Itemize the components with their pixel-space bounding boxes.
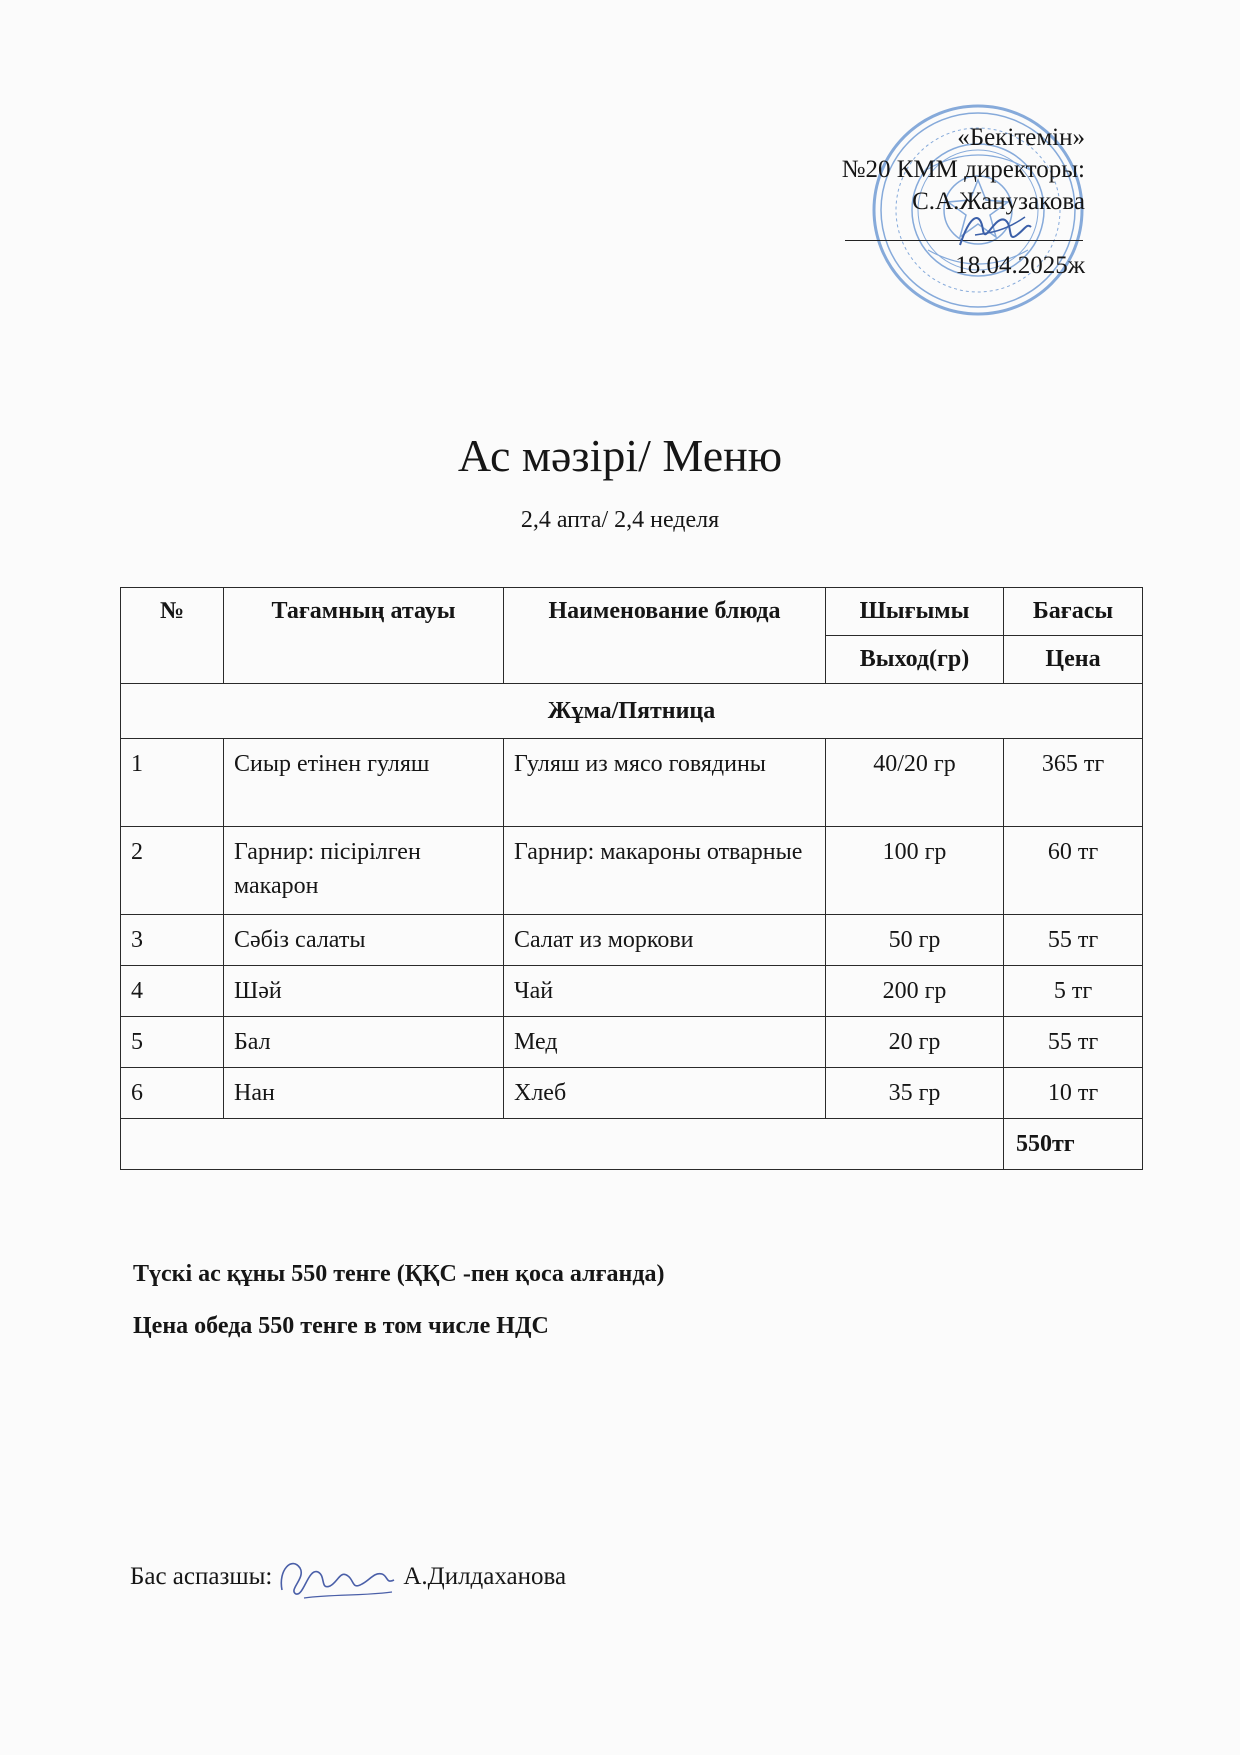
page-title: Ас мәзірі/ Меню [457, 430, 783, 481]
total-empty-cell [121, 1119, 1004, 1170]
cell-price: 10 тг [1004, 1068, 1143, 1119]
approval-date: 18.04.2025ж [955, 252, 1085, 279]
note-ru: Цена обеда 550 тенге в том числе НДС [133, 1313, 549, 1339]
cell-yield: 200 гр [826, 966, 1004, 1017]
table-row [121, 1068, 1143, 1119]
cell-name-ru: Гарнир: макароны отварные [504, 827, 826, 915]
chef-signature [274, 1550, 399, 1604]
cell-num: 3 [121, 915, 224, 966]
header-price-ru: Цена [1004, 636, 1143, 684]
cell-name-ru: Чай [504, 966, 826, 1017]
table-row [121, 827, 1143, 915]
cell-name-kz: Сәбіз салаты [224, 915, 504, 966]
cell-name-kz: Нан [224, 1068, 504, 1119]
header-price-kz: Бағасы [1004, 588, 1143, 636]
cell-yield: 50 гр [826, 915, 1004, 966]
cell-name-kz: Гарнир: пісірілген макарон [224, 827, 504, 915]
table-row [121, 966, 1143, 1017]
cell-name-ru: Мед [504, 1017, 826, 1068]
cell-yield: 40/20 гр [826, 739, 1004, 827]
total-row [121, 1119, 1143, 1170]
page-subtitle: 2,4 апта/ 2,4 неделя [520, 507, 720, 533]
chef-signature-line [130, 1550, 566, 1604]
table-row [121, 915, 1143, 966]
approval-block [842, 122, 1085, 282]
day-label: Жұма/Пятница [121, 684, 1143, 739]
header-name-kz: Тағамның атауы [224, 588, 504, 684]
table-row [121, 739, 1143, 827]
cell-price: 55 тг [1004, 1017, 1143, 1068]
price-notes [133, 1255, 664, 1359]
cell-num: 2 [121, 827, 224, 915]
table-row [121, 1017, 1143, 1068]
cell-num: 6 [121, 1068, 224, 1119]
cell-num: 4 [121, 966, 224, 1017]
total-sum: 550тг [1004, 1119, 1143, 1170]
director-signature [955, 205, 1035, 255]
header-name-ru: Наименование блюда [504, 588, 826, 684]
cell-price: 5 тг [1004, 966, 1143, 1017]
cell-num: 5 [121, 1017, 224, 1068]
cell-name-kz: Бал [224, 1017, 504, 1068]
cell-yield: 35 гр [826, 1068, 1004, 1119]
header-yield-ru: Выход(гр) [826, 636, 1004, 684]
cell-name-ru: Гуляш из мясо говядины [504, 739, 826, 827]
note-kz: Түскі ас құны 550 тенге (ҚҚС -пен қоса алғанда) [133, 1261, 665, 1287]
chef-label: Бас аспазшы: [130, 1563, 273, 1590]
cell-name-kz: Сиыр етінен гуляш [224, 739, 504, 827]
cell-name-ru: Хлеб [504, 1068, 826, 1119]
approval-title: «Бекітемін» [957, 124, 1085, 151]
approval-position: №20 КММ директоры: [841, 156, 1085, 183]
day-row [121, 684, 1143, 739]
cell-price: 365 тг [1004, 739, 1143, 827]
cell-num: 1 [121, 739, 224, 827]
chef-name: А.Дилдаханова [403, 1563, 567, 1590]
approval-name: С.А.Жанузакова [912, 188, 1085, 215]
cell-yield: 20 гр [826, 1017, 1004, 1068]
cell-price: 55 тг [1004, 915, 1143, 966]
cell-yield: 100 гр [826, 827, 1004, 915]
cell-price: 60 тг [1004, 827, 1143, 915]
cell-name-ru: Салат из моркови [504, 915, 826, 966]
cell-name-kz: Шәй [224, 966, 504, 1017]
menu-table [120, 587, 1143, 1170]
header-num: № [121, 588, 224, 684]
header-yield-kz: Шығымы [826, 588, 1004, 636]
